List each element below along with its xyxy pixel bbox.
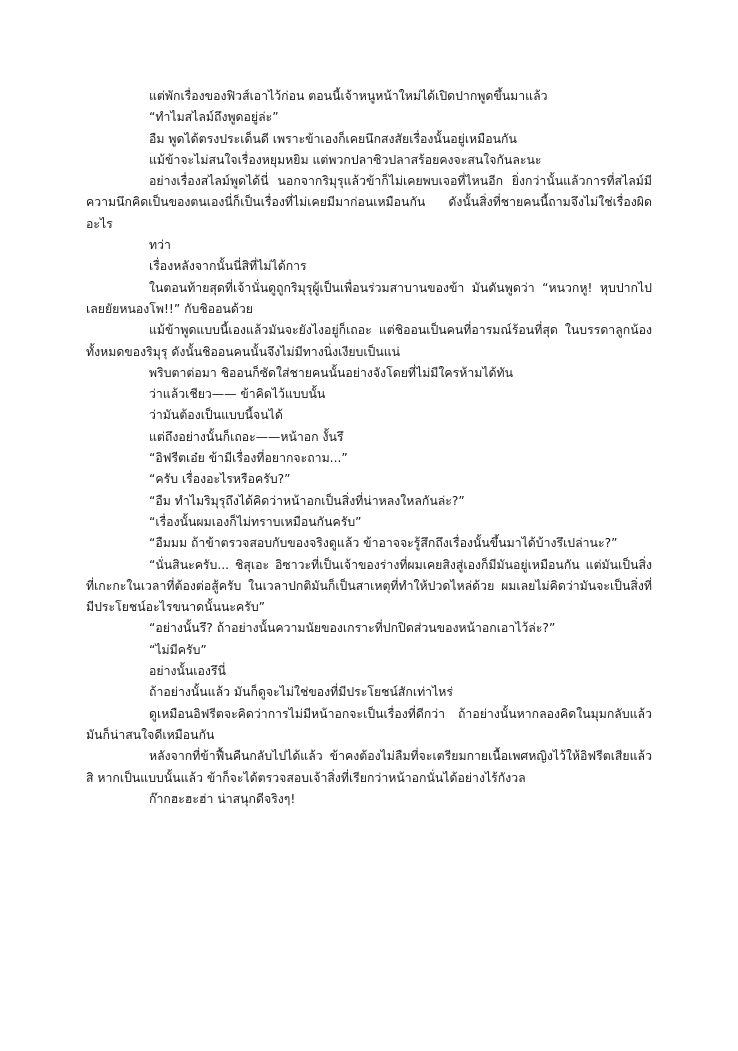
paragraph: แม้ข้าพูดแบบนี้เองแล้วมันจะยังไงอยู่ก็เถอะ แต่ชิออนเป็นคนที่อารมณ์ร้อนที่สุด ในบรรดาลูกน้องทั้งหมดของริมุรุ ดังนั้นชิออนคนนั้นจึงไม่มีทางนิ่งเงียบเป็นแน่ [86,323,652,359]
dialogue-line: “ไม่มีครับ” [149,642,207,657]
dialogue-line: “อืม ทำไมริมุรุถึงได้คิดว่าหน้าอกเป็นสิ่งที่น่าหลงใหลกันล่ะ?” [149,493,465,508]
paragraph: หลังจากที่ข้าฟื้นคืนกลับไปได้แล้ว ข้าคงต้องไม่ลืมที่จะเตรียมกายเนื้อเพศหญิงไว้ให้อิฟรีตเสียแล้วสิ หากเป็นแบบนั้นแล้ว ข้าก็จะได้ตรวจสอบเจ้าสิ่งที่เรียกว่าหน้าอกนั่นได้อย่างไร้กังวล [86,749,652,785]
paragraph: พริบตาต่อมา ชิออนก็ซัดใส่ชายคนนั้นอย่างจังโดยที่ไม่มีใครห้ามได้ทัน [149,365,514,380]
paragraph: ทว่า [149,238,171,253]
paragraph: แต่ถึงอย่างนั้นก็เถอะ——หน้าอก งั้นรึ [149,429,344,444]
paragraph: อย่างนั้นเองรึนี่ [149,664,226,679]
dialogue-line: “ทำไมสไลม์ถึงพูดอยู่ล่ะ” [149,110,279,125]
dialogue-line: “อย่างนั้นรึ? ถ้าอย่างนั้นความนัยของเกราะที่ปกปิดส่วนของหน้าอกเอาไว้ล่ะ?” [149,621,556,636]
body-text [86,86,652,810]
paragraph: แต่พักเรื่องของฟิวส์เอาไว้ก่อน ตอนนี้เจ้าหนูหน้าใหม่ได้เปิดปากพูดขึ้นมาแล้ว [149,89,548,103]
dialogue-line: “นั่นสินะครับ... ชิสุเอะ อิซาวะที่เป็นเจ้าของร่างที่ผมเคยสิงสู่เองก็มีมันอยู่เหมือนกัน แต่มันเป็นสิ่งที่เกะกะในเวลาที่ต้องต่อสู้ครับ ในเวลาปกติมันก็เป็นสาเหตุที่ทำให้ปวดไหล่ด้วย ผมเลยไม่คิดว่ามันจะเป็นสิ่งที่มีประโยชน์อะไรขนาดนั้นนะครับ” [86,557,652,615]
paragraph: ถ้าอย่างนั้นแล้ว มันก็ดูจะไม่ใช่ของที่มีประโยชน์สักเท่าไหร่ [149,685,453,700]
paragraph: ดูเหมือนอิฟรีตจะคิดว่าการไม่มีหน้าอกจะเป็นเรื่องที่ดีกว่า ถ้าอย่างนั้นหากลองคิดในมุมกลับแล้วมันก็น่าสนใจดีเหมือนกัน [86,706,652,742]
paragraph: ในตอนท้ายสุดที่เจ้านั่นดูถูกริมุรุผู้เป็นเพื่อนร่วมสาบานของข้า มันดันพูดว่า “หนวกหู! หุบปากไปเลยยัยหนองโพ!!” กับชิออนด้วย [86,280,652,316]
paragraph: ว่ามันต้องเป็นแบบนี้จนได้ [149,408,283,423]
paragraph: อืม พูดได้ตรงประเด็นดี เพราะข้าเองก็เคยนึกสงสัยเรื่องนั้นอยู่เหมือนกัน [149,131,517,146]
paragraph: แม้ข้าจะไม่สนใจเรื่องหยุมหยิม แต่พวกปลาซิวปลาสร้อยคงจะสนใจกันละนะ [149,152,542,167]
paragraph: ก๊ากฮะฮะฮ่า น่าสนุกดีจริงๆ! [149,791,296,806]
dialogue-line: “ครับ เรื่องอะไรหรือครับ?” [149,472,291,487]
paragraph: เรื่องหลังจากนั้นนี่สิที่ไม่ได้การ [149,259,307,274]
dialogue-line: “เรื่องนั้นผมเองก็ไม่ทราบเหมือนกันครับ” [149,514,362,529]
dialogue-line: “อิฟรีตเอ๋ย ข้ามีเรื่องที่อยากจะถาม...” [149,451,348,466]
dialogue-line: “อืมมม ถ้าข้าตรวจสอบกับของจริงดูแล้ว ข้าอาจจะรู้สึกถึงเรื่องนั้นขึ้นมาได้บ้างรึเปล่านะ?” [149,536,618,551]
paragraph: ว่าแล้วเชียว—— ข้าคิดไว้แบบนั้น [149,387,326,402]
paragraph: อย่างเรื่องสไลม์พูดได้นี่ นอกจากริมุรุแล้วข้าก็ไม่เคยพบเจอที่ไหนอีก ยิ่งกว่านั้นแล้วการที่สไลม์มีความนึกคิดเป็นของตนเองนี่ก็เป็นเรื่องที่ไม่เคยมีมาก่อนเหมือนกัน ดังนั้นสิ่งที่ชายคนนี้ถามจึงไม่ใช่เรื่องผิดอะไร [86,174,652,231]
